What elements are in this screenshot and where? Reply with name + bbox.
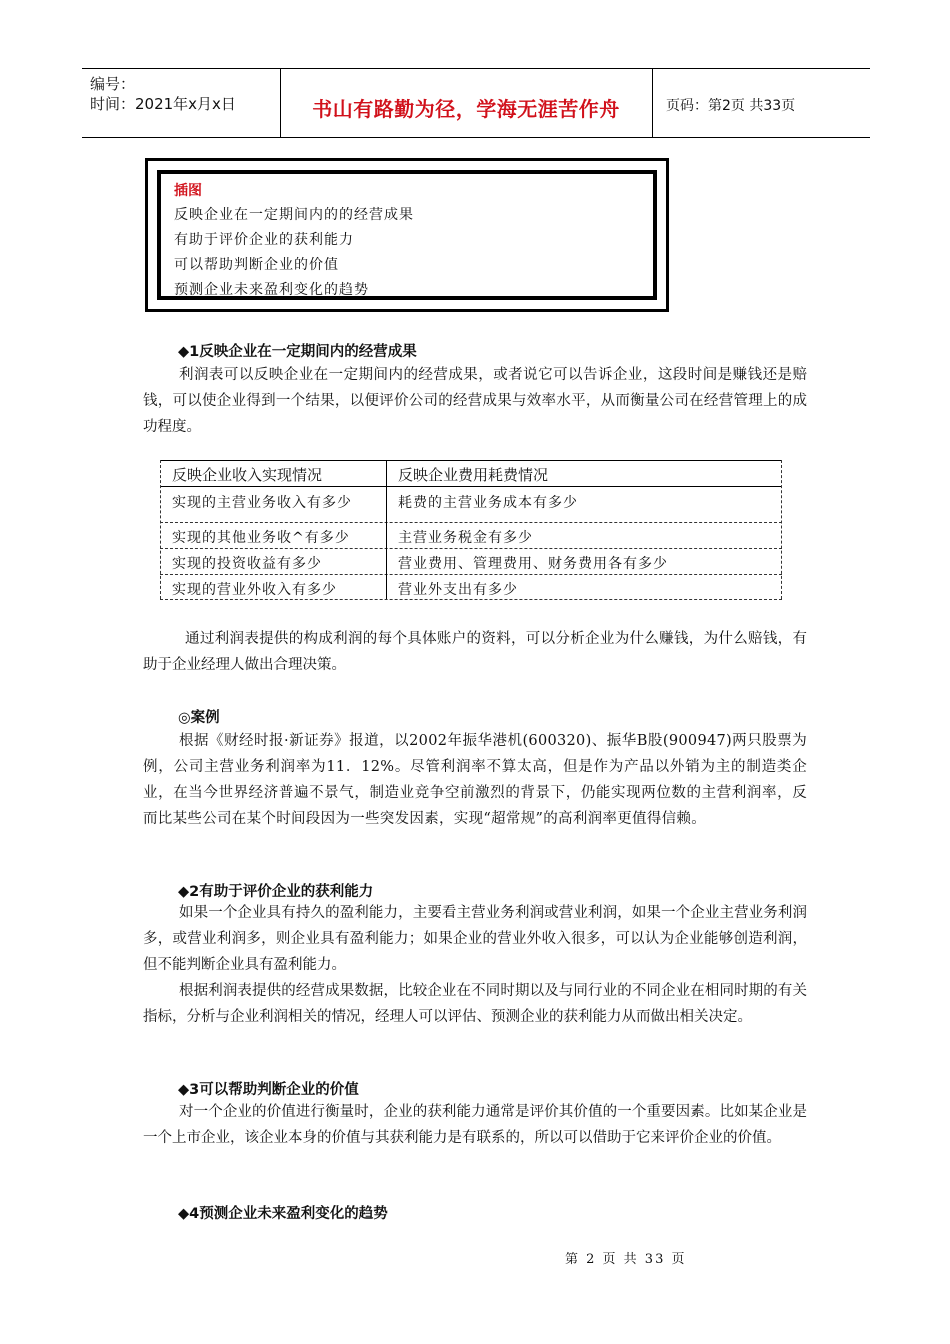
after-table-paragraph	[143, 626, 807, 678]
after-table-text: 通过利润表提供的构成利润的每个具体账户的资料，可以分析企业为什么赚钱，为什么赔钱，有助于企业经理人做出合理决策。	[143, 631, 807, 673]
figure-box-item: 反映企业在一定期间内的的经营成果	[174, 207, 414, 223]
table-rule-top	[160, 460, 782, 461]
table-rule-bottom	[160, 599, 782, 600]
table-cell: 实现的投资收益有多少	[172, 556, 322, 572]
figure-box-item: 预测企业未来盈利变化的趋势	[174, 282, 369, 298]
header-motto: 书山有路勤为径，学海无涯苦作舟	[312, 97, 620, 121]
figure-box	[145, 158, 669, 312]
section2-heading: ◆2有助于评价企业的获利能力	[178, 884, 374, 900]
section3-paragraph	[143, 1099, 807, 1151]
section2-text-1: 如果一个企业具有持久的盈利能力，主要看主营业务利润或营业利润，如果一个企业主营业务利润多，或营业利润多，则企业具有盈利能力；如果企业的营业外收入很多，可以认为企业能够创造利润，但不能判断企业具有盈利能力。	[143, 905, 807, 973]
table-rule-header	[160, 486, 782, 487]
section2-paragraphs	[143, 900, 807, 1030]
figure-box-item: 可以帮助判断企业的价值	[174, 257, 339, 273]
page-footer: 第 2 页 共 33 页	[565, 1252, 687, 1267]
table-border-right	[781, 460, 782, 599]
table-cell: 主营业务税金有多少	[398, 530, 533, 546]
section1-text: 利润表可以反映企业在一定期间内的经营成果，或者说它可以告诉企业，这段时间是赚钱还是赔钱，可以使企业得到一个结果，以便评价公司的经营成果与效率水平，从而衡量公司在经营管理上的成功程度。	[143, 367, 807, 435]
case-heading: ◎案例	[178, 710, 220, 726]
section2-text-2: 根据利润表提供的经营成果数据，比较企业在不同时期以及与同行业的不同企业在相同时期的有关指标，分析与企业利润相关的情况，经理人可以评估、预测企业的获利能力从而做出相关决定。	[143, 983, 807, 1025]
table-cell: 实现的营业外收入有多少	[172, 582, 337, 598]
figure-box-title: 插图	[174, 183, 202, 199]
section3-heading: ◆3可以帮助判断企业的价值	[178, 1082, 359, 1098]
header-motto-cell	[280, 69, 653, 137]
figure-box-inner	[157, 170, 657, 300]
header-number-label: 编号：	[90, 75, 136, 93]
income-expense-table	[160, 460, 782, 600]
table-cell: 耗费的主营业务成本有多少	[398, 495, 578, 511]
table-header-expense: 反映企业费用耗费情况	[398, 466, 549, 484]
page-header	[82, 68, 870, 138]
table-rule-row	[160, 522, 782, 523]
header-page-cell	[652, 69, 870, 137]
header-date-label: 时间：2021年x月x日	[90, 95, 236, 113]
table-cell: 实现的主营业务收入有多少	[172, 495, 352, 511]
section4-heading: ◆4预测企业未来盈利变化的趋势	[178, 1206, 388, 1222]
table-column-divider	[386, 460, 387, 599]
section1-heading: ◆1反映企业在一定期间内的经营成果	[178, 344, 417, 360]
header-meta-cell	[82, 69, 281, 137]
table-header-income: 反映企业收入实现情况	[172, 466, 323, 484]
section3-text: 对一个企业的价值进行衡量时，企业的获利能力通常是评价其价值的一个重要因素。比如某企业是一个上市企业，该企业本身的价值与其获利能力是有联系的，所以可以借助于它来评价企业的价值。	[143, 1104, 807, 1146]
table-cell: 营业外支出有多少	[398, 582, 518, 598]
header-page-info: 页码：第2页 共33页	[666, 98, 796, 114]
figure-box-item: 有助于评价企业的获利能力	[174, 232, 354, 248]
table-cell: 实现的其他业务收^有多少	[172, 530, 350, 546]
table-border-left	[160, 460, 161, 599]
case-paragraph	[143, 728, 807, 832]
table-rule-row	[160, 548, 782, 549]
section1-paragraph	[143, 362, 807, 440]
case-text: 根据《财经时报·新证券》报道，以2002年振华港机(600320)、振华B股(900947)两只股票为例，公司主营业务利润率为11．12%。尽管利润率不算太高，但是作为产品以外销为主的制造类企业，在当今世界经济普遍不景气，制造业竞争空前激烈的背景下，仍能实现两位数的主营利润率，反而比某些公司在某个时间段因为一些突发因素，实现“超常规”的高利润率更值得信赖。	[143, 733, 807, 827]
table-cell: 营业费用、管理费用、财务费用各有多少	[398, 556, 668, 572]
table-rule-row	[160, 574, 782, 575]
